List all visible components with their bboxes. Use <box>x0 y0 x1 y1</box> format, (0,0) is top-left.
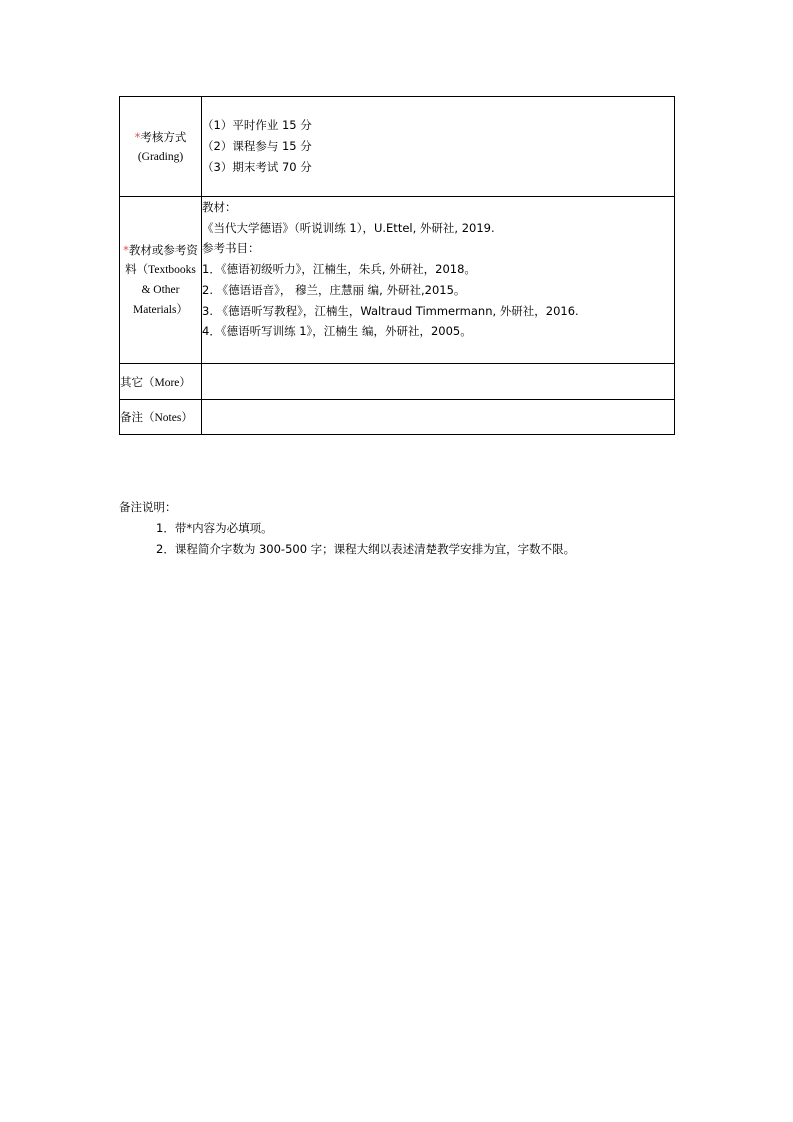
grading-label-cn: 考核方式 <box>140 129 187 144</box>
materials-line: 4．《德语听写训练 1》，江楠生 编，外研社，2005。 <box>202 324 472 339</box>
notes-row <box>120 400 675 435</box>
materials-line: 1．《德语初级听力》，江楠生，朱兵, 外研社，2018。 <box>202 262 476 277</box>
more-content-cell <box>202 364 675 400</box>
materials-content-cell <box>202 197 675 364</box>
grading-row <box>120 97 675 197</box>
grading-item: （1）平时作业 15 分 <box>202 118 312 132</box>
footnote-title: 备注说明： <box>119 500 177 514</box>
materials-line: 《当代大学德语》（听说训练 1），U.Ettel, 外研社, 2019. <box>202 220 495 235</box>
notes-content-cell <box>202 400 675 435</box>
materials-label-line3: & Other <box>141 284 180 296</box>
grading-label-cell <box>120 97 202 197</box>
grading-label-en: (Grading) <box>137 150 184 163</box>
footnote-item: 2．课程简介字数为 300-500 字；课程大纲以表述清楚教学安排为宜，字数不限。 <box>156 542 576 556</box>
required-mark: * <box>123 243 129 257</box>
materials-line: 3. 《德语听写教程》，江楠生，Waltraud Timmermann, 外研社，2016. <box>202 303 579 318</box>
grading-content-cell <box>202 97 675 197</box>
grading-item: （2）课程参与 15 分 <box>202 139 312 153</box>
more-label-cell: 其它（More） <box>120 364 202 400</box>
materials-label-cell <box>120 197 202 364</box>
notes-label-cell: 备注（Notes） <box>120 400 202 435</box>
materials-label-line1: 教材或参考资 <box>128 243 198 257</box>
course-info-table <box>119 96 675 435</box>
footnote-item: 1．带*内容为必填项。 <box>156 521 273 535</box>
materials-row <box>120 197 675 364</box>
grading-item: （3）期末考试 70 分 <box>202 160 312 174</box>
materials-line: 教材： <box>202 200 237 214</box>
footnote-section <box>119 497 575 560</box>
materials-line: 2. 《德语语音》， 穆兰，庄慧丽 编, 外研社,2015。 <box>202 282 466 297</box>
materials-label-line4: Materials） <box>133 304 188 316</box>
materials-label-line2: 料（Textbooks <box>125 264 196 276</box>
more-row <box>120 364 675 400</box>
materials-line: 参考书目： <box>202 241 260 256</box>
required-mark: * <box>134 129 141 144</box>
